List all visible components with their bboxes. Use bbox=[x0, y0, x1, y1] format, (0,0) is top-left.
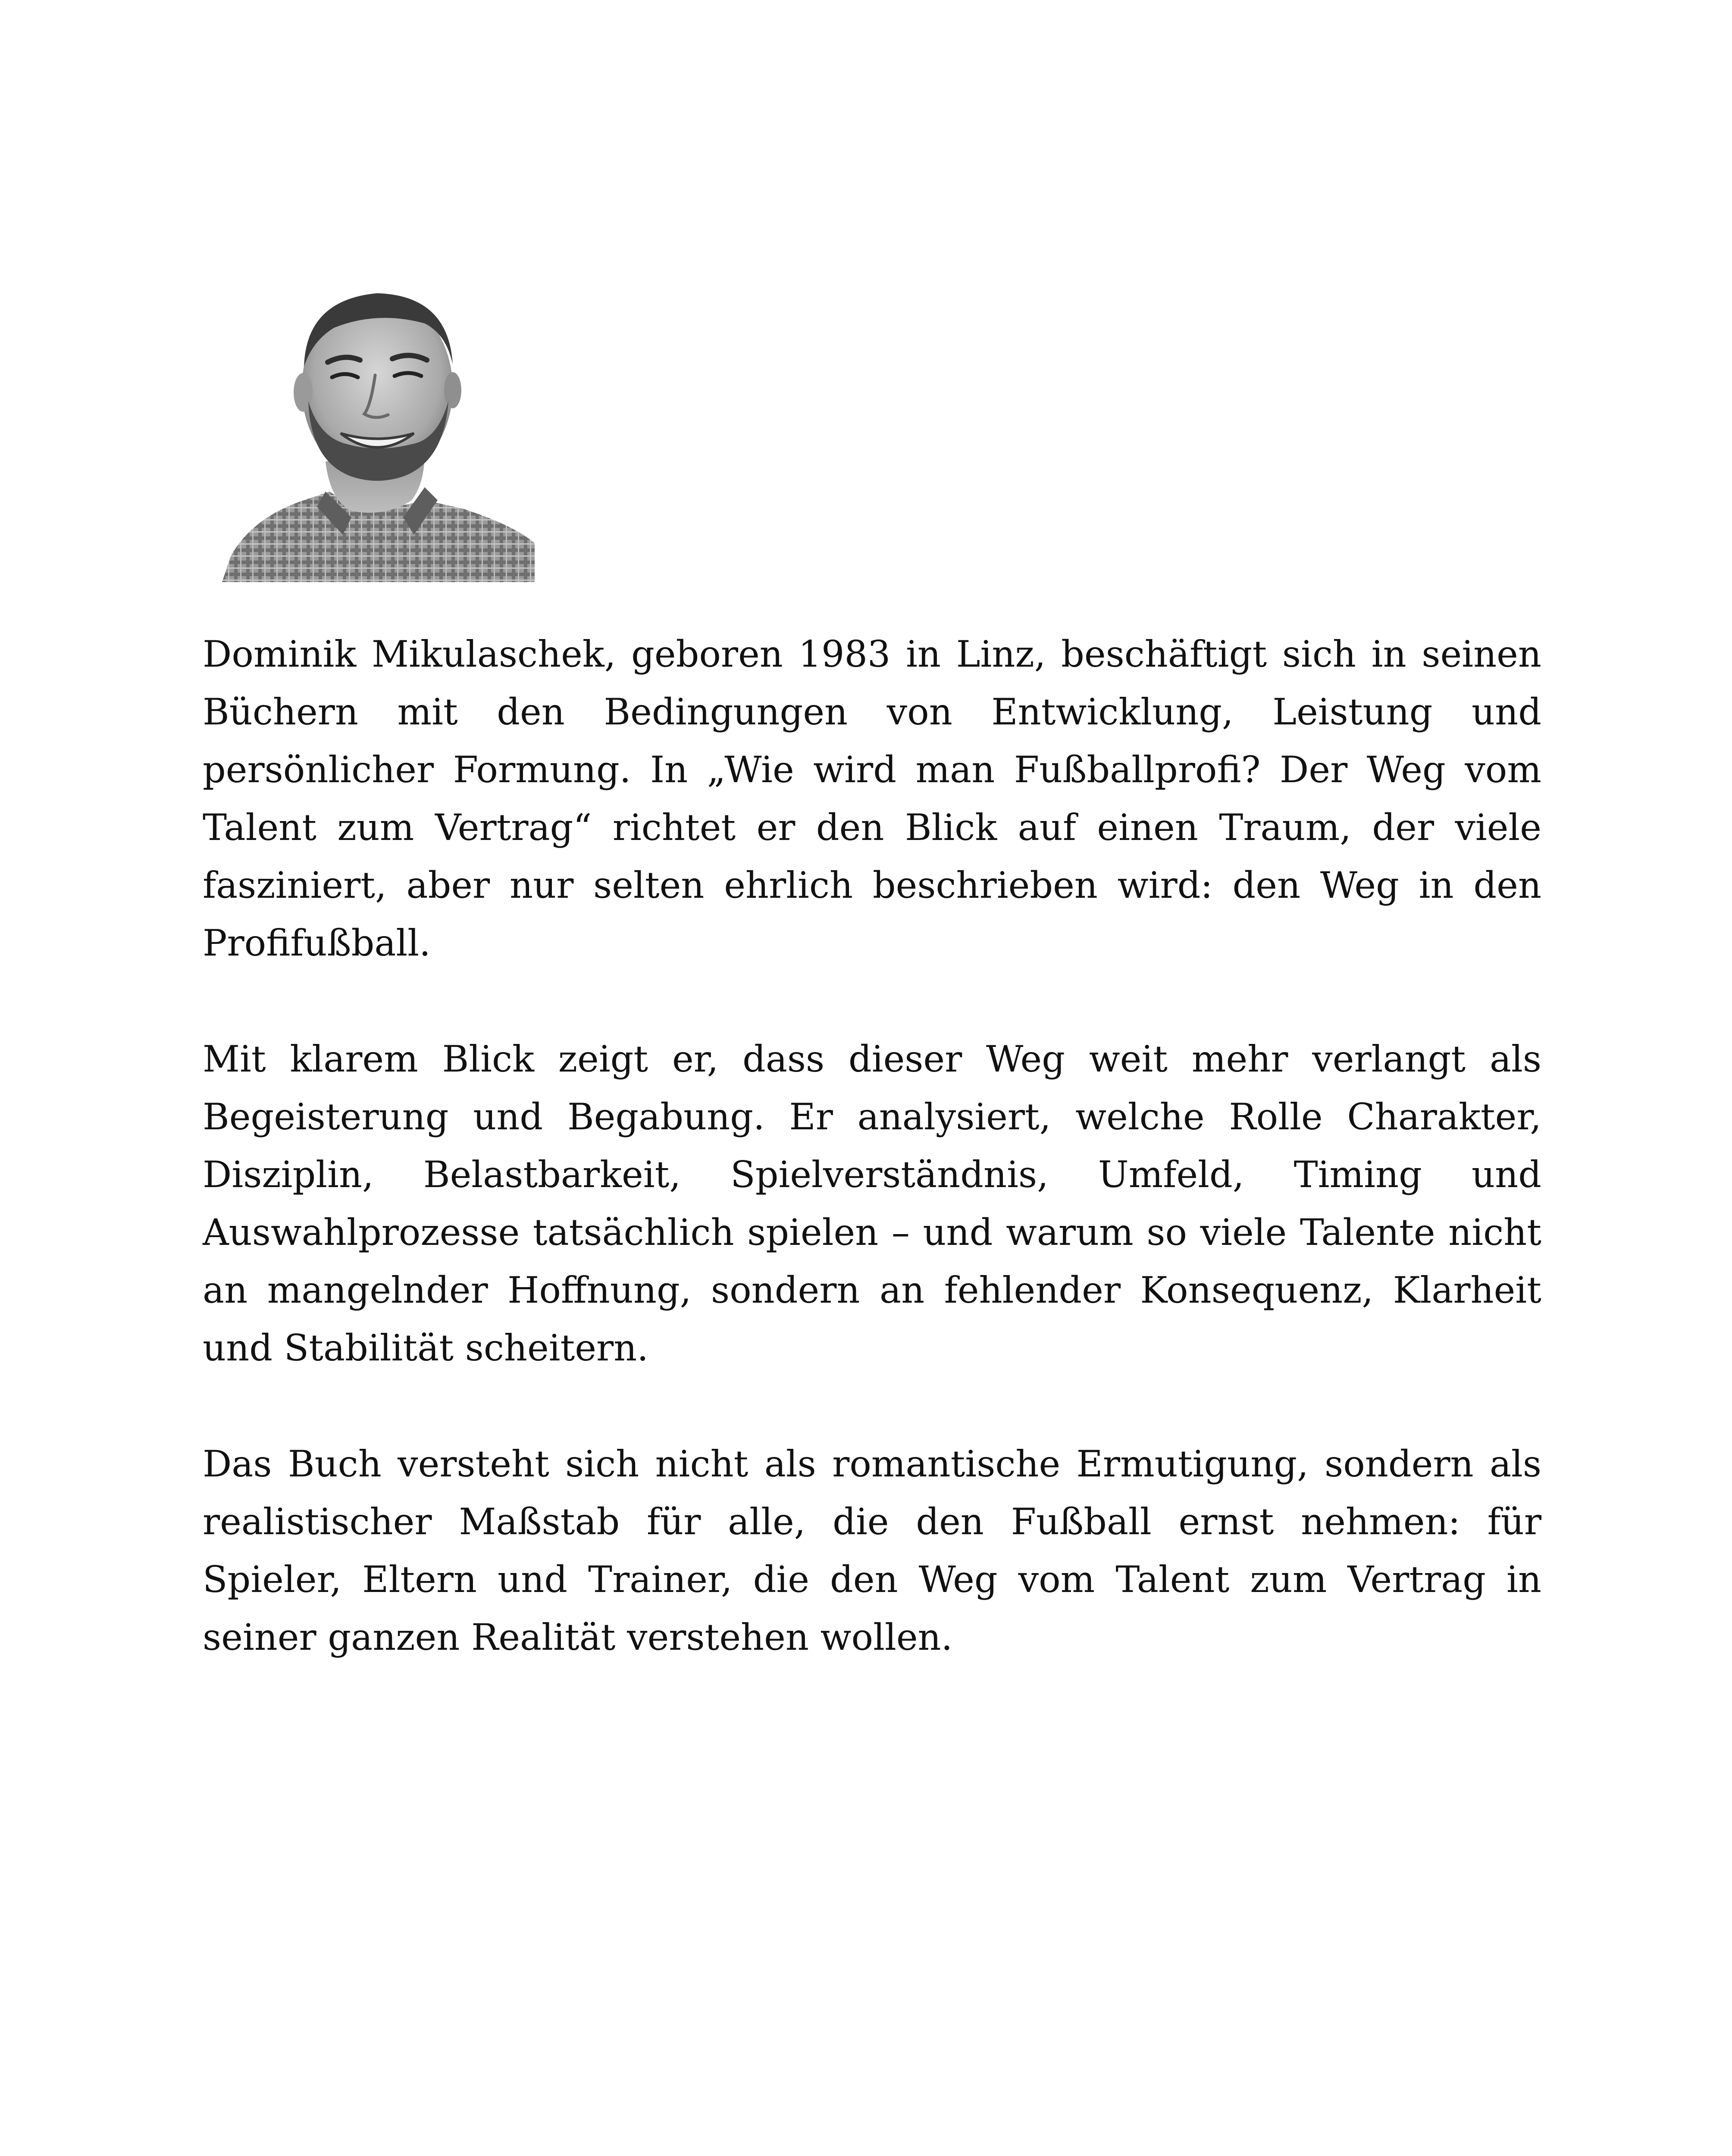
bio-paragraph-3: Das Buch versteht sich nicht als romantische Ermutigung, sondern als realistischer Maßstab für alle, die den Fußball ernst nehmen: für Spieler, Eltern und Trainer, die den Weg vom Talent zum Vertrag in seiner ganzen Realität verstehen wollen. bbox=[203, 1443, 1541, 1658]
bio-paragraph-2: Mit klarem Blick zeigt er, dass dieser Weg weit mehr verlangt als Begeisterung und Begabung. Er analysiert, welche Rolle Charakter, Disziplin, Belastbarkeit, Spielverständnis, Umfeld, Timing und Auswahlprozesse tatsächlich spielen – und warum so viele Talente nicht an mangelnder Hoffnung, sondern an fehlender Konsequenz, Klarheit und Stabilität scheitern. bbox=[203, 1038, 1541, 1369]
author-photo bbox=[222, 259, 535, 582]
author-bio bbox=[203, 625, 1541, 1724]
author-portrait-icon bbox=[222, 259, 535, 582]
bio-paragraph-1: Dominik Mikulaschek, geboren 1983 in Linz, beschäftigt sich in seinen Büchern mit den Bedingungen von Entwicklung, Leistung und persönlicher Formung. In „Wie wird man Fußballprofi? Der Weg vom Talent zum Vertrag“ richtet er den Blick auf einen Traum, der viele fasziniert, aber nur selten ehrlich beschrieben wird: den Weg in den Profifußball. bbox=[203, 633, 1541, 964]
